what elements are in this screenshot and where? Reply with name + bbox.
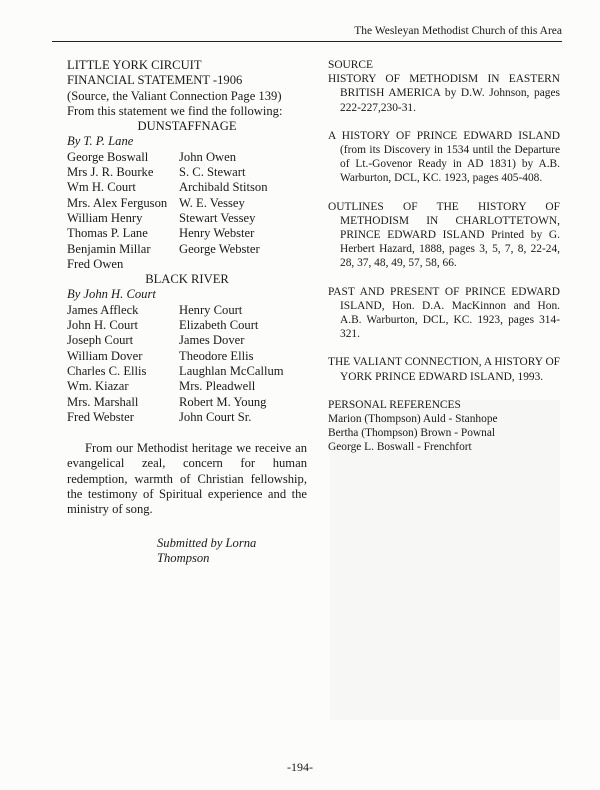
name-cell: W. E. Vessey xyxy=(179,195,245,210)
name-cell: James Affleck xyxy=(67,302,139,317)
personal-reference: Bertha (Thompson) Brown - Pownal xyxy=(328,427,496,440)
name-cell: George Boswall xyxy=(67,149,149,164)
name-cell: Elizabeth Court xyxy=(179,318,259,333)
heading-line: LITTLE YORK CIRCUIT xyxy=(67,58,202,72)
personal-references-label: PERSONAL REFERENCES xyxy=(328,398,461,411)
name-cell: Archibald Stitson xyxy=(179,180,268,195)
name-cell: Thomas P. Lane xyxy=(67,226,148,241)
names-list-dunstaffnage xyxy=(67,150,307,272)
name-cell: John Court Sr. xyxy=(179,409,252,424)
reference-entry: PAST AND PRESENT OF PRINCE EDWARD ISLAND, Hon. D.A. MacKinnon and Hon. A.B. Warburton, DCL, KC. 1923, pages 314-321. xyxy=(328,285,560,341)
name-cell: John H. Court xyxy=(67,318,139,333)
page-number: -194- xyxy=(287,760,313,774)
source-label: SOURCE xyxy=(328,59,373,71)
right-column xyxy=(328,58,560,455)
name-cell: Mrs. Pleadwell xyxy=(179,379,256,394)
name-cell: John Owen xyxy=(179,149,237,164)
running-header: The Wesleyan Methodist Church of this Area xyxy=(354,25,562,37)
personal-reference: Marion (Thompson) Auld - Stanhope xyxy=(328,413,498,426)
reference-entry: A HISTORY OF PRINCE EDWARD ISLAND (from its Discovery in 1534 until the Departure of Lt.-Govenor Ready in AD 1831) by A.B. Warburton, DCL, KC. 1923, pages 405-408. xyxy=(328,129,560,185)
name-cell: Joseph Court xyxy=(67,333,134,348)
name-cell: Robert M. Young xyxy=(179,394,267,409)
name-cell: James Dover xyxy=(179,333,245,348)
name-cell xyxy=(179,257,307,272)
heading-line: From this statement we find the following: xyxy=(67,103,283,118)
name-cell: William Dover xyxy=(67,348,143,363)
section-title: BLACK RIVER xyxy=(145,272,229,287)
left-column xyxy=(67,58,307,566)
name-cell: Stewart Vessey xyxy=(179,210,256,225)
name-cell: William Henry xyxy=(67,210,143,225)
name-cell: Mrs. Alex Ferguson xyxy=(67,195,168,210)
reference-entry: THE VALIANT CONNECTION, A HISTORY OF YORK PRINCE EDWARD ISLAND, 1993. xyxy=(328,356,560,383)
heading-line: FINANCIAL STATEMENT -1906 xyxy=(67,73,243,88)
name-cell: Henry Webster xyxy=(179,226,255,241)
name-cell: Fred Webster xyxy=(67,409,134,424)
name-cell: Fred Owen xyxy=(67,256,124,271)
heritage-paragraph: From our Methodist heritage we receive an evangelical zeal, concern for human redemption, warmth of Christian fellowship, the testimony of Spiritual experience and the ministry of song. xyxy=(67,441,307,517)
name-cell: S. C. Stewart xyxy=(179,165,246,180)
personal-reference: George L. Boswall - Frenchfort xyxy=(328,441,472,454)
section-byline: By John H. Court xyxy=(67,287,156,302)
name-cell: Wm. Kiazar xyxy=(67,379,129,394)
name-cell: Henry Court xyxy=(179,302,243,317)
name-cell: Mrs. Marshall xyxy=(67,394,139,409)
name-cell: Mrs J. R. Bourke xyxy=(67,165,154,180)
reference-entry: OUTLINES OF THE HISTORY OF METHODISM IN CHARLOTTETOWN, PRINCE EDWARD ISLAND Printed by G. Herbert Hazard, 1888, pages 3, 5, 7, 8, 22-24, 28, 37, 48, 49, 57, 58, 66. xyxy=(328,200,560,270)
name-cell: Laughlan McCallum xyxy=(179,363,284,378)
names-list-black-river xyxy=(67,303,307,425)
section-byline: By T. P. Lane xyxy=(67,134,134,149)
submitted-by: Submitted by Lorna Thompson xyxy=(157,535,257,565)
name-cell: Theodore Ellis xyxy=(179,348,254,363)
reference-entry: HISTORY OF METHODISM IN EASTERN BRITISH AMERICA by D.W. Johnson, pages 222-227,230-31. xyxy=(328,73,560,114)
name-cell: Wm H. Court xyxy=(67,180,136,195)
name-cell: Charles C. Ellis xyxy=(67,363,147,378)
name-cell: George Webster xyxy=(179,241,260,256)
heading-line: (Source, the Valiant Connection Page 139) xyxy=(67,88,282,103)
name-cell: Benjamin Millar xyxy=(67,241,151,256)
section-title: DUNSTAFFNAGE xyxy=(137,119,237,134)
